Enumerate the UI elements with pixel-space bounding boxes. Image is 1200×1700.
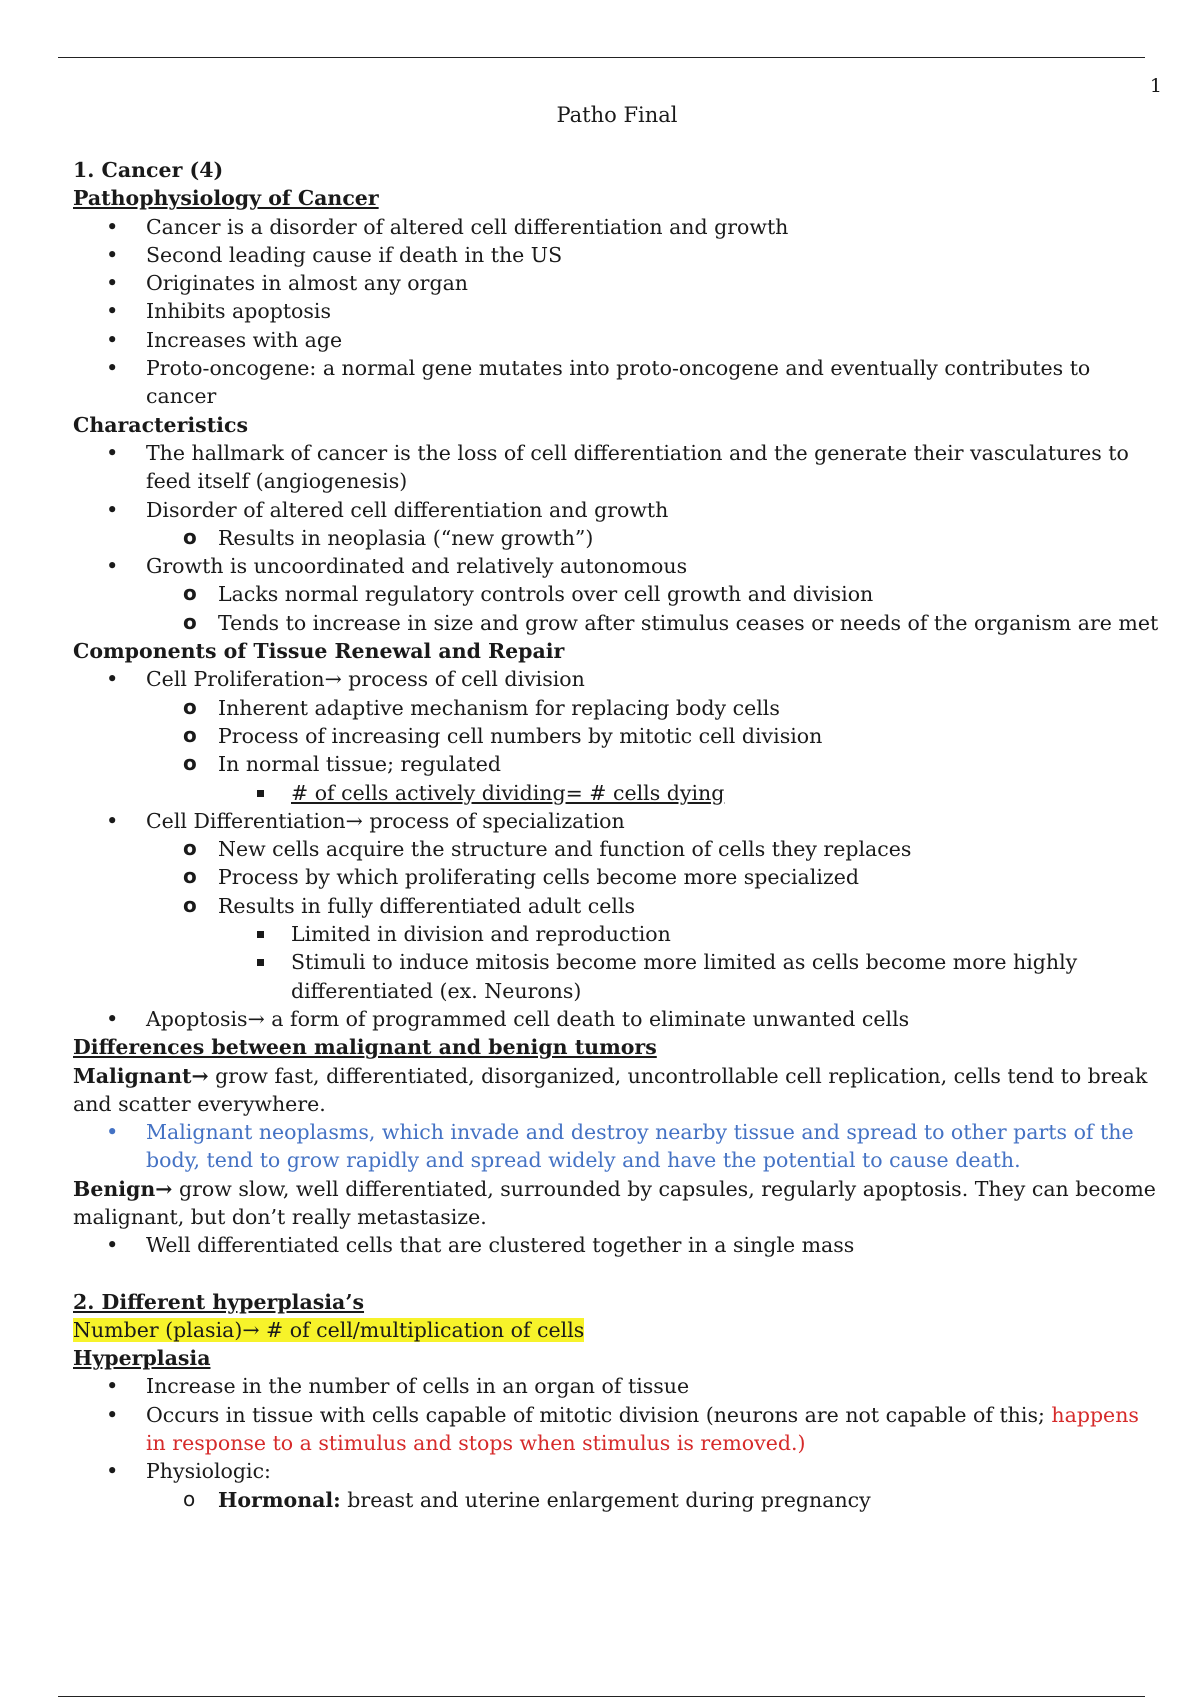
sub-list-item: o New cells acquire the structure and function of cells they replaces — [73, 835, 1163, 863]
detail-item: Stimuli to induce mitosis become more limited as cells become more highly differentiated (ex. Neurons) — [73, 948, 1163, 1005]
sub-list-item: o Lacks normal regulatory controls over cell growth and division — [73, 580, 1163, 608]
list-item-text: Physiologic: — [146, 1459, 271, 1484]
benign-label: Benign→ — [73, 1176, 173, 1201]
sub-list-item: o Results in neoplasia (“new growth”) — [73, 524, 1163, 552]
list-item-text: Disorder of altered cell differentiation and growth — [146, 497, 669, 522]
pathophysiology-list — [73, 213, 1163, 411]
sub-list-item: o Process of increasing cell numbers by mitotic cell division — [73, 722, 1163, 750]
highlighted-note: Number (plasia)→ # of cell/multiplication of cells — [73, 1317, 585, 1342]
list-item-text: Cell Differentiation→ process of specialization — [146, 808, 625, 833]
sub-list-item — [73, 750, 1163, 807]
sub-list-item: o Tends to increase in size and grow after stimulus ceases or needs of the organism are met — [73, 609, 1163, 637]
red-note: happens in response to a stimulus and stops when stimulus is removed.) — [146, 1402, 1139, 1456]
hormonal-text: breast and uterine enlargement during pregnancy — [340, 1487, 871, 1512]
detail-list — [218, 779, 1163, 807]
sub-list-item-text: In normal tissue; regulated — [218, 752, 502, 777]
list-item-text: Occurs in tissue with cells capable of mitotic division (neurons are not capable of this; — [146, 1402, 1052, 1427]
pathophysiology-heading: Pathophysiology of Cancer — [73, 186, 379, 211]
sub-list — [146, 1486, 1163, 1514]
list-item: • Malignant neoplasms, which invade and destroy nearby tissue and spread to other parts of the body, tend to grow rapidly and spread widely and have the potential to cause death. — [73, 1118, 1163, 1175]
list-item — [73, 1401, 1163, 1458]
sub-list-item: o Inherent adaptive mechanism for replacing body cells — [73, 694, 1163, 722]
malignant-list — [73, 1118, 1163, 1175]
list-item: • Increase in the number of cells in an organ of tissue — [73, 1372, 1163, 1400]
detail-list — [218, 920, 1163, 1005]
sub-list — [146, 524, 1163, 552]
list-item — [73, 665, 1163, 806]
list-item — [73, 496, 1163, 553]
list-item-text: Cell Proliferation→ process of cell division — [146, 667, 585, 692]
page-number: 1 — [1149, 75, 1162, 97]
list-item: • Increases with age — [73, 326, 1163, 354]
footer-rule — [58, 1696, 1145, 1697]
list-item: • Cancer is a disorder of altered cell differentiation and growth — [73, 213, 1163, 241]
hyperplasia-heading: Hyperplasia — [73, 1346, 211, 1371]
document-title: Patho Final — [556, 103, 678, 127]
sub-list-item — [73, 892, 1163, 1005]
list-item: • Well differentiated cells that are clustered together in a single mass — [73, 1231, 1163, 1259]
differences-heading: Differences between malignant and benign tumors — [73, 1035, 657, 1060]
benign-paragraph — [73, 1175, 1163, 1232]
hormonal-label: Hormonal: — [218, 1487, 341, 1512]
benign-list — [73, 1231, 1163, 1259]
list-item: • Proto-oncogene: a normal gene mutates into proto-oncogene and eventually contributes to cancer — [73, 354, 1163, 411]
benign-text: grow slow, well differentiated, surrounded by capsules, regularly apoptosis. They can become malignant, but don’t really metastasize. — [73, 1176, 1156, 1229]
malignant-text: grow fast, differentiated, disorganized, uncontrollable cell replication, cells tend to break and scatter everywhere. — [73, 1063, 1148, 1116]
spacer — [73, 1260, 1163, 1288]
malignant-label: Malignant→ — [73, 1063, 209, 1088]
components-list — [73, 665, 1163, 1033]
list-item-text: Growth is uncoordinated and relatively autonomous — [146, 554, 688, 579]
list-item: • Inhibits apoptosis — [73, 297, 1163, 325]
sub-list — [146, 835, 1163, 1005]
hyperplasia-list — [73, 1372, 1163, 1513]
list-item: • Apoptosis→ a form of programmed cell death to eliminate unwanted cells — [73, 1005, 1163, 1033]
section-2-heading: 2. Different hyperplasia’s — [73, 1289, 365, 1314]
list-item: • The hallmark of cancer is the loss of cell differentiation and the generate their vasculatures to feed itself (angiogenesis) — [73, 439, 1163, 496]
characteristics-heading: Characteristics — [73, 412, 248, 437]
list-item: • Originates in almost any organ — [73, 269, 1163, 297]
list-item — [73, 807, 1163, 1005]
detail-item: # of cells actively dividing= # cells dying — [73, 779, 1163, 807]
number-note — [73, 1316, 1163, 1344]
list-item — [73, 1457, 1163, 1514]
list-item: • Second leading cause if death in the US — [73, 241, 1163, 269]
sub-list-item — [73, 1486, 1163, 1514]
characteristics-list — [73, 439, 1163, 637]
components-heading: Components of Tissue Renewal and Repair — [73, 639, 565, 664]
sub-list-item-text: Results in fully differentiated adult cells — [218, 893, 636, 918]
sub-list — [146, 580, 1163, 637]
document-body — [73, 156, 1163, 1514]
sub-list-item: o Process by which proliferating cells become more specialized — [73, 863, 1163, 891]
list-item — [73, 552, 1163, 637]
section-1-heading: 1. Cancer (4) — [73, 158, 224, 182]
malignant-paragraph — [73, 1062, 1163, 1119]
header-rule — [58, 57, 1145, 58]
detail-item: Limited in division and reproduction — [73, 920, 1163, 948]
sub-list — [146, 694, 1163, 807]
